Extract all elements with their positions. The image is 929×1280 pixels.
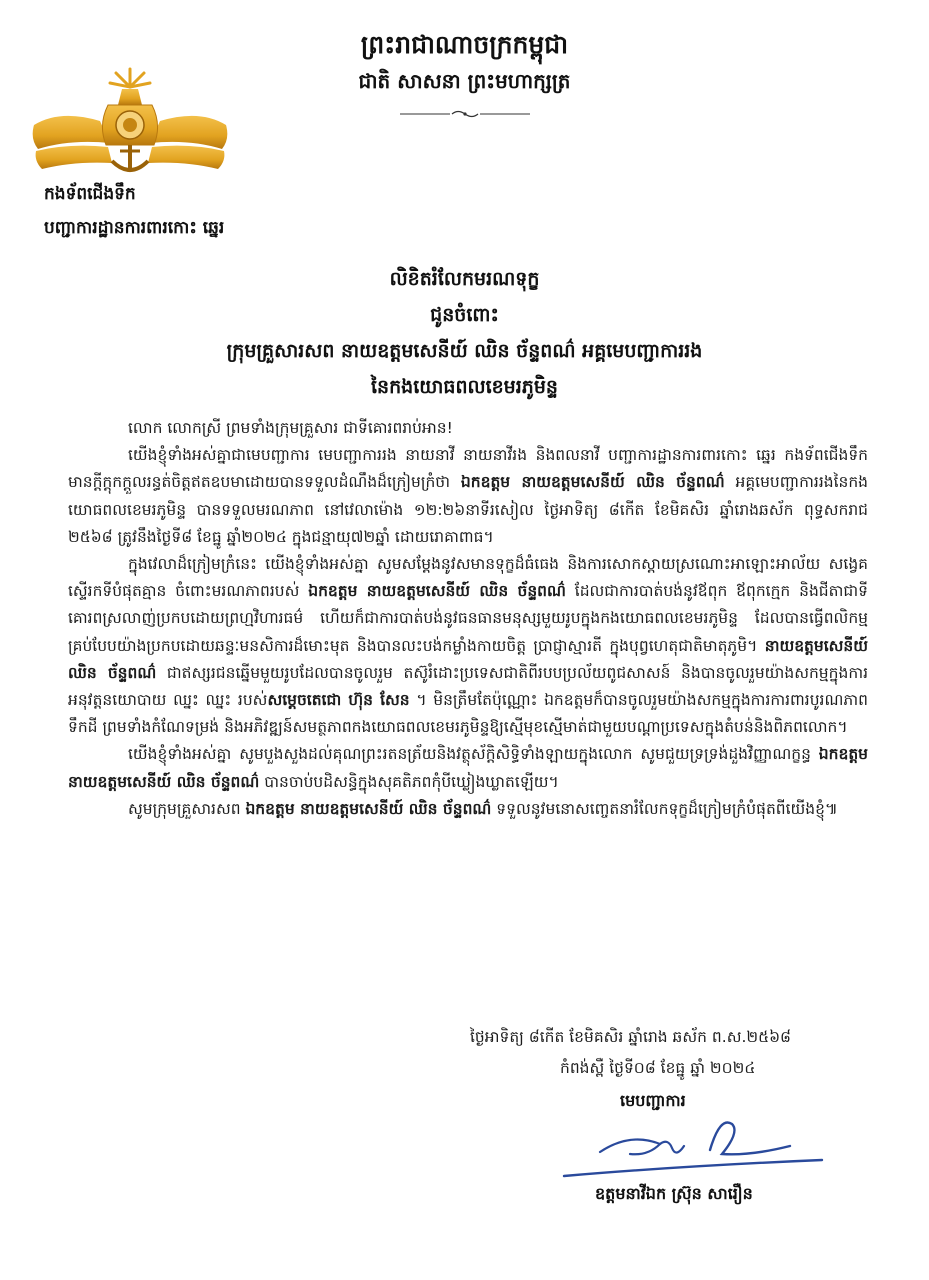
date-lunar: ថ្ងៃអាទិត្យ ៨កើត ខែមិគសិរ ឆ្នាំរោង ឆស័ក ព.ស.២៥៦៨ [470, 1028, 792, 1046]
text-span: ។ មិនត្រឹមតែប៉ុណ្ណោះ ឯកឧត្តមក៏បានចូលរួមយ៉ាងសកម្មក្នុងការការពារបូរណភាពទឹកដី ព្រមទាំងកំណែទម្រង់ និងអភិវឌ្ឍន៍សមត្ថភាពកងយោធពលខេមរភូមិន្ទឱ្យស្មើមុខស្មើមាត់ជាមួយបណ្ដាប្រទេសក្នុងតំបន់និងពិភពលោក។ [68, 691, 868, 737]
signatory-name: ឧត្តមនាវីឯក ស្រ៊ុន សារឿន [595, 1184, 753, 1203]
deceased-name: ឯកឧត្តម នាយឧត្តមសេនីយ៍ ឈិន ច័ន្ទពណ៌ [245, 799, 492, 818]
paragraph-1 [68, 442, 868, 551]
letter-body [68, 415, 868, 823]
signatory-title: មេបញ្ជាការ [620, 1091, 686, 1110]
text-span: អគ្គមេបញ្ជាការរងនៃកងយោធពលខេមរភូមិន្ទ បានទទួលមរណភាព នៅវេលាម៉ោង ១២:២៦នាទីរសៀល ថ្ងៃអាទិត្យ ៨កើត ខែមិគសិរ ឆ្នាំរោងឆស័ក ពុទ្ធសករាជ ២៥៦៨ ត្រូវនឹងថ្ងៃទី៨ ខែធ្នូ ឆ្នាំ២០២៤ ក្នុងជន្មាយុ៧២ឆ្នាំ ដោយរោគាពាធ។ [68, 473, 869, 546]
ornament-divider-icon [400, 108, 530, 120]
national-motto: ជាតិ សាសនា ព្រះមហាក្សត្រ [358, 69, 571, 93]
text-span: ជាឥស្សរជនឆ្នើមមួយរូបដែលបានចូលរួម តស៊ូរំដោះប្រទេសជាតិពីរបបប្រល័យពូជសាសន៍ និងបានចូលរួមយ៉ាងសកម្មក្នុងការអនុវត្តនយោបាយ ឈ្នះ ឈ្នះ របស់ [68, 663, 868, 710]
text-span: យើងខ្ញុំទាំងអស់គ្នាជាមេបញ្ជាការ មេបញ្ជាការរង នាយនាវី នាយនាវីរង និងពលនាវី បញ្ជាការដ្ឋានការពារកោះ ឆ្នេរ កងទ័ពជើងទឹក មានក្ដីក្ដុកក្ដួលរន្ធត់ចិត្តឥតឧបមាដោយបានទទួលដំណឹងដ៏ក្រៀមក្រំថា [68, 446, 868, 492]
org-name-navy: កងទ័ពជើងទឹក [44, 184, 136, 204]
deceased-name: ឯកឧត្តម នាយឧត្តមសេនីយ៍ ឈិន ច័ន្ទពណ៌ [308, 582, 566, 601]
deceased-name: នាយឧត្តមសេនីយ៍ ឈិន ច័ន្ទពណ៌ [68, 636, 868, 682]
text-span: ក្នុងវេលាដ៏ក្រៀមក្រំនេះ យើងខ្ញុំទាំងអស់គ្នា សូមសម្ដែងនូវសមានទុក្ខដ៏ធំធេង និងការសោកស្ដាយស្រណោះអាឡោះអាល័យ សង្វេគស្ទើរកទីបំផុតគ្មាន ចំពោះមរណភាពរបស់ [68, 555, 868, 601]
text-span: ដែលជាការបាត់បង់នូវឪពុក ឪពុកក្មេក និងជីតាជាទីគោរពស្រលាញ់ប្រកបដោយព្រហ្មវិហារធម៌ ហើយក៏ជាការបាត់បង់នូវធនធានមនុស្សមួយរូបក្នុងកងយោធពលខេមរភូមិន្ទ ដែលបានធ្វើពលិកម្មគ្រប់បែបយ៉ាងប្រកបដោយឆន្ទៈមនសិការដ៏មោះមុត និងបានលះបង់កម្លាំងកាយចិត្ត ប្រាជ្ញាស្មារតី ក្នុងបុព្វហេតុជាតិមាតុភូមិ។ [68, 582, 868, 655]
paragraph-3 [68, 741, 868, 795]
addressed-to: ជូនចំពោះ [430, 304, 499, 326]
navy-emblem-icon [30, 65, 230, 177]
paragraph-4 [68, 796, 868, 823]
date-solar: កំពង់ស្ពឺ ថ្ងៃទី០៨ ខែធ្នូ ឆ្នាំ ២០២៤ [560, 1059, 756, 1077]
deceased-name: ឯកឧត្តម នាយឧត្តមសេនីយ៍ ឈិន ច័ន្ទពណ៌ [68, 745, 868, 791]
org-name-command: បញ្ជាការដ្ឋានការពារកោះ ឆ្នេរ [44, 218, 225, 238]
recipient-line-2: នៃកងយោធពលខេមរភូមិន្ទ [371, 376, 558, 398]
deceased-name: ឯកឧត្តម នាយឧត្តមសេនីយ៍ ឈិន ច័ន្ទពណ៌ [460, 473, 725, 492]
letter-title: លិខិតរំលែកមរណទុក្ខ [389, 268, 540, 290]
text-span: សូមក្រុមគ្រួសារសព [128, 799, 246, 818]
text-span: ទទួលនូវមនោសញ្ចេតនារំលែកទុក្ខដ៏ក្រៀមក្រំបំផុតពីយើងខ្ញុំ៕ [491, 799, 838, 818]
handwritten-signature-icon [560, 1110, 860, 1190]
text-span: យើងខ្ញុំទាំងអស់គ្នា សូមបួងសួងដល់គុណព្រះរតនត្រ័យនិងវត្ថុស័ក្តិសិទ្ធិទាំងឡាយក្នុងលោក សូមជួយទ្រទ្រង់ដួងវិញ្ញាណក្ខន្ធ [128, 745, 819, 764]
recipient-line: ក្រុមគ្រួសារសព នាយឧត្តមសេនីយ៍ ឈិន ច័ន្ទពណ៌ អគ្គមេបញ្ជាការរង [226, 340, 703, 362]
leader-name: សម្ដេចតេជោ ហ៊ុន សែន [267, 691, 410, 710]
kingdom-title: ព្រះរាជាណាចក្រកម្ពុជា [360, 30, 569, 59]
greeting: លោក លោកស្រី ព្រមទាំងក្រុមគ្រួសារ ជាទីគោរពរាប់អាន! [128, 419, 453, 437]
paragraph-2 [68, 551, 868, 741]
text-span: បានចាប់បដិសន្ធិក្នុងសុគតិភពកុំបីឃ្លៀងឃ្លាតឡើយ។ [259, 772, 559, 791]
